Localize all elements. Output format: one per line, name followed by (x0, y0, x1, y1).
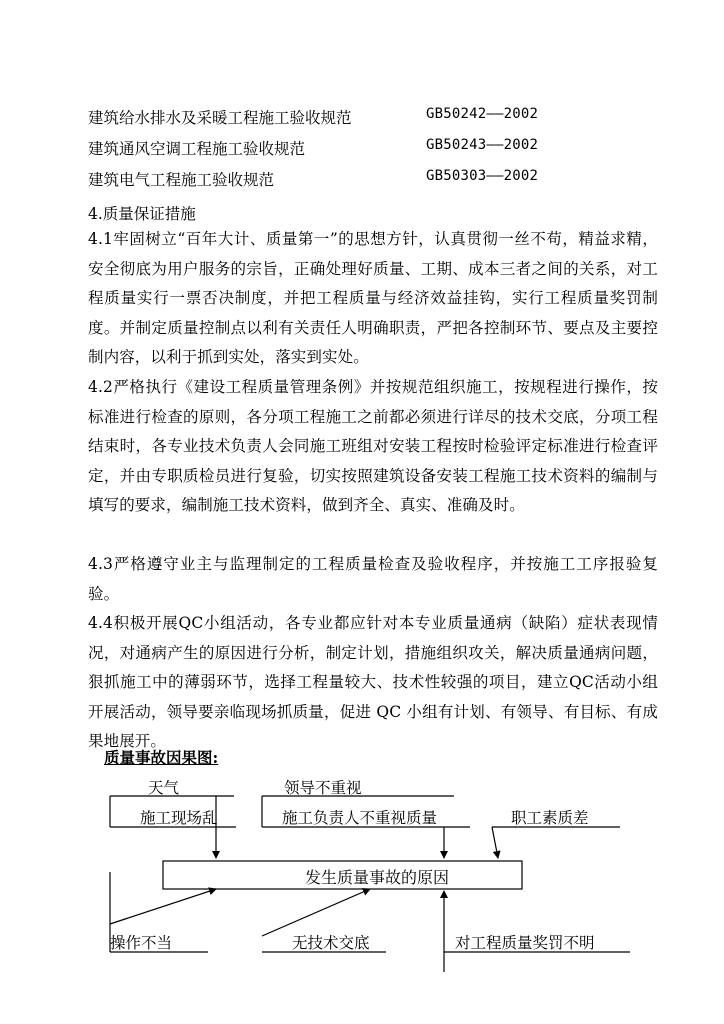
arrow-to-effect (110, 889, 216, 924)
cause-leader-neglect: 领导不重视 (284, 779, 362, 797)
standard-code: GB50303——2002 (426, 168, 539, 184)
standard-name: 建筑电气工程施工验收规范 (88, 171, 275, 189)
cause-reward-unclear: 对工程质量奖罚不明 (455, 934, 595, 952)
cause-staff-quality: 职工素质差 (511, 809, 589, 827)
cause-weather: 天气 (148, 779, 180, 797)
cause-no-tech-briefing: 无技术交底 (292, 934, 370, 952)
arrow-to-effect (492, 827, 498, 858)
effect-label: 发生质量事故的原因 (305, 868, 450, 887)
paragraph-4-2: 4.2严格执行《建设工程质量管理条例》并按规范组织施工，按规程进行操作，按标准进行检查的原则，各分项工程施工之前都必须进行详尽的技术交底，分项工程结束时，各专业技术负责人会同施工班组对安装工程按时检验评定标准进行检查评定，并由专职质检员进行复验，切实按照建筑设备安装工程施工技术资料的编制与填写的要求，编制施工技术资料，做到齐全、真实、准确及时。 (88, 378, 658, 515)
cause-improper-operation: 操作不当 (110, 934, 173, 952)
paragraph-4-3: 4.3严格遵守业主与监理制定的工程质量检查及验收程序，并按施工工序报验复验。 (88, 555, 658, 603)
diagram-title: 质量事故因果图: (104, 748, 219, 767)
cause-manager-neglect: 施工负责人不重视质量 (282, 809, 438, 827)
standard-code: GB50243——2002 (426, 137, 539, 153)
paragraph-4-1: 4.1牢固树立“百年大计、质量第一”的思想方针，认真贯彻一丝不苟，精益求精，安全彻底为用户服务的宗旨，正确处理好质量、工期、成本三者之间的关系，对工程质量实行一票否决制度，并把工程质量与经济效益挂钩，实行工程质量奖罚制度。并制定质量控制点以利有关责任人明确职责，严把各控制环节、要点及主要控制内容，以利于抓到实处，落实到实处。 (88, 230, 658, 367)
standard-name: 建筑给水排水及采暖工程施工验收规范 (88, 109, 352, 127)
arrow-to-effect (262, 889, 370, 936)
paragraph-4-4: 4.4积极开展QC小组活动，各专业都应针对本专业质量通病（缺陷）症状表现情况，对通病产生的原因进行分析，制定计划，措施组织攻关，解决质量通病问题，狠抓施工中的薄弱环节，选择工程量较大、技术性较强的项目，建立QC活动小组开展活动，领导要亲临现场抓质量，促进 QC 小组有计划、有领导、有目标、有成果地展开。 (88, 614, 658, 751)
standard-code: GB50242——2002 (426, 106, 539, 122)
cause-site-mess: 施工现场乱 (140, 809, 218, 827)
section-heading: 4.质量保证措施 (88, 205, 196, 223)
standard-name: 建筑通风空调工程施工验收规范 (88, 140, 306, 158)
